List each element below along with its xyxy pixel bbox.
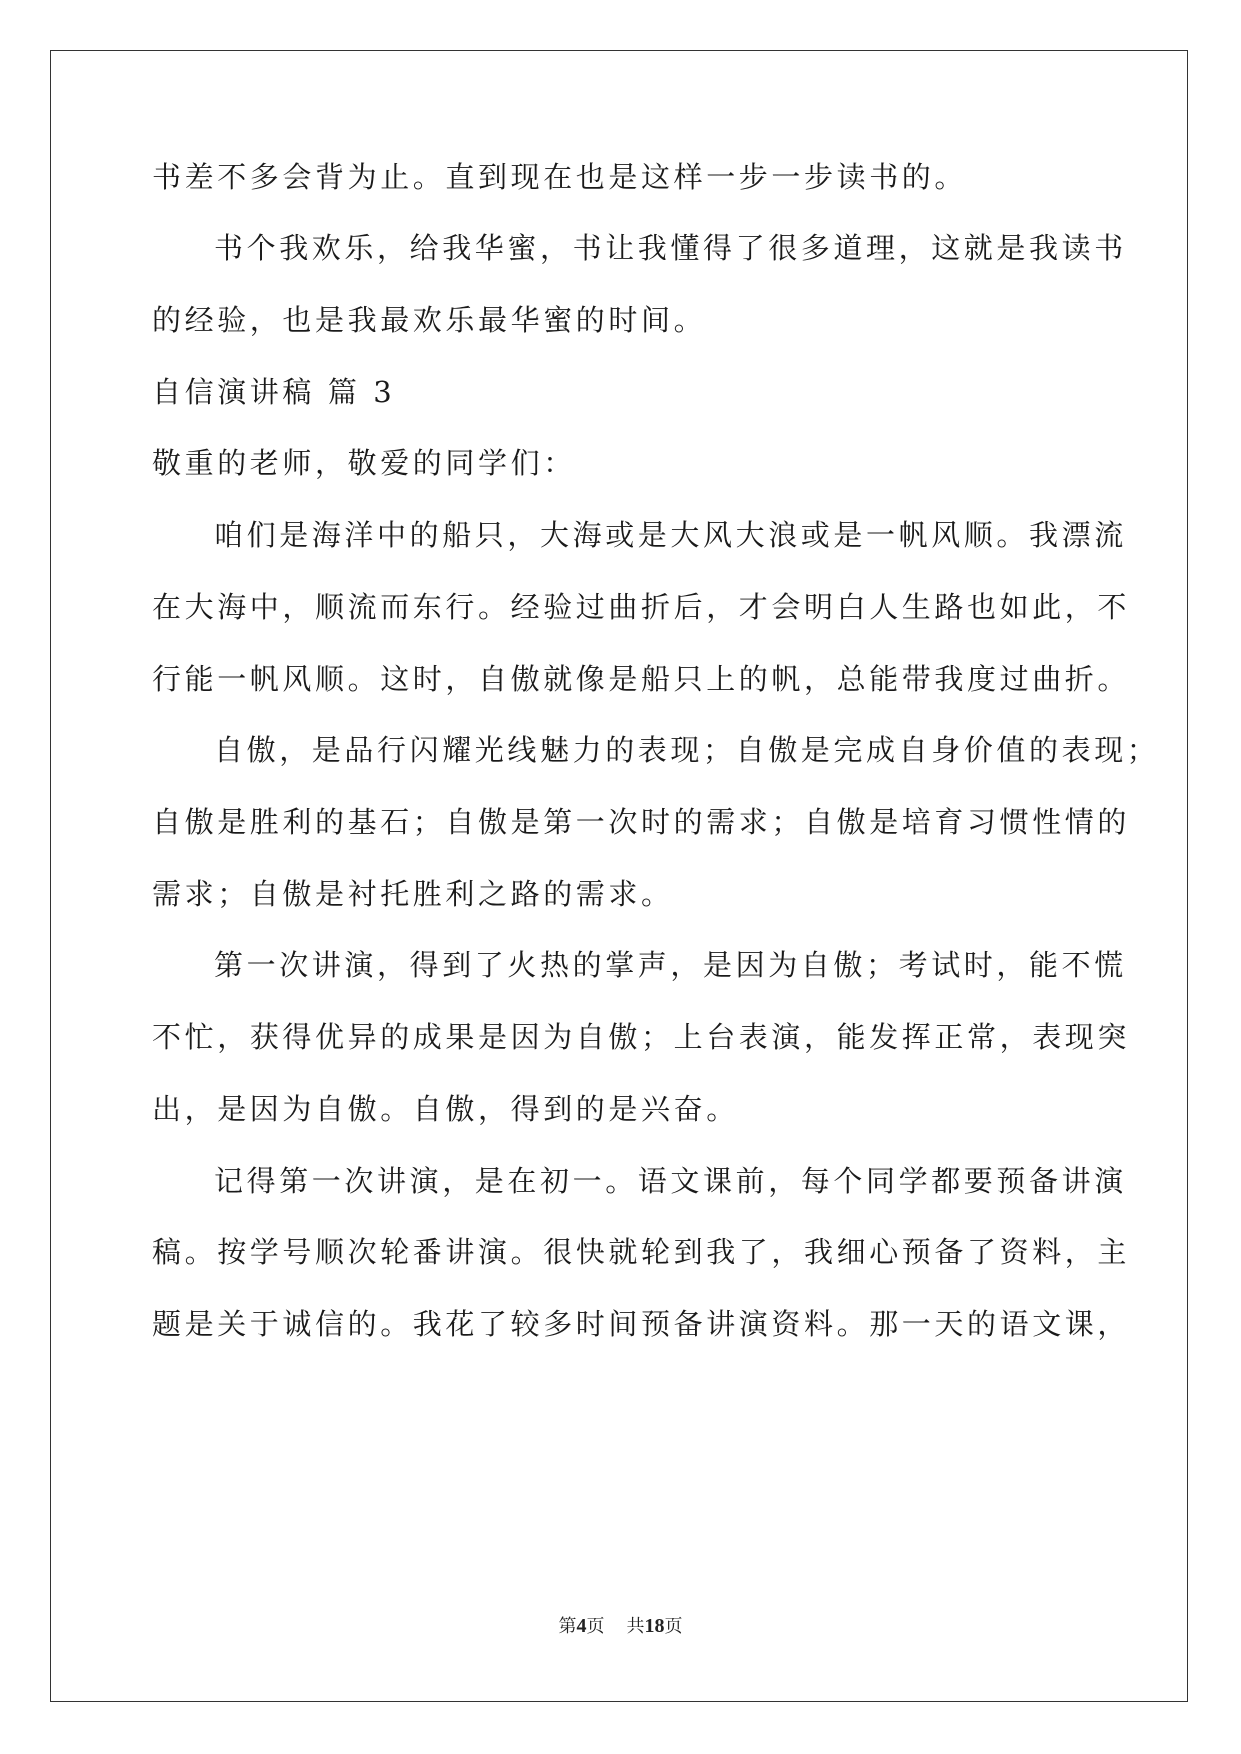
text-line-8: 行能一帆风顺。这时，自傲就像是船只上的帆，总能带我度过曲折。: [152, 662, 1131, 696]
text-line-15: 记得第一次讲演，是在初一。语文课前，每个同学都要预备讲演: [214, 1164, 1127, 1198]
text-line-12: 第一次讲演，得到了火热的掌声，是因为自傲；考试时，能不慌: [214, 948, 1127, 982]
footer-prefix: 第: [558, 1616, 577, 1637]
footer-total-unit: 页: [664, 1616, 683, 1637]
text-line-6: 咱们是海洋中的船只，大海或是大风大浪或是一帆风顺。我漂流: [214, 518, 1127, 552]
text-line-3: 的经验，也是我最欢乐最华蜜的时间。: [152, 303, 707, 337]
text-line-2: 书个我欢乐，给我华蜜，书让我懂得了很多道理，这就是我读书: [214, 231, 1127, 265]
text-line-7: 在大海中，顺流而东行。经验过曲折后，才会明白人生路也如此，不: [152, 590, 1131, 624]
text-line-16: 稿。按学号顺次轮番讲演。很快就轮到我了，我细心预备了资料，主: [152, 1235, 1131, 1269]
footer-page-unit: 页: [586, 1616, 605, 1637]
text-line-10: 自傲是胜利的基石；自傲是第一次时的需求；自傲是培育习惯性情的: [152, 805, 1131, 839]
text-line-9: 自傲，是品行闪耀光线魅力的表现；自傲是完成自身价值的表现；: [214, 733, 1160, 767]
text-line-1: 书差不多会背为止。直到现在也是这样一步一步读书的。: [152, 160, 968, 194]
text-line-17: 题是关于诚信的。我花了较多时间预备讲演资料。那一天的语文课，: [152, 1307, 1131, 1341]
footer-page-number: 4: [576, 1615, 587, 1637]
text-line-14: 出，是因为自傲。自傲，得到的是兴奋。: [152, 1092, 739, 1126]
section-heading: 自信演讲稿 篇 3: [152, 375, 396, 409]
text-line-11: 需求；自傲是衬托胜利之路的需求。: [152, 877, 674, 911]
footer-total-pages: 18: [644, 1615, 665, 1637]
text-line-13: 不忙，获得优异的成果是因为自傲；上台表演，能发挥正常，表现突: [152, 1020, 1131, 1054]
salutation: 敬重的老师，敬爱的同学们：: [152, 446, 576, 480]
page-footer: [0, 1612, 1241, 1638]
footer-total-prefix: 共: [626, 1616, 645, 1637]
